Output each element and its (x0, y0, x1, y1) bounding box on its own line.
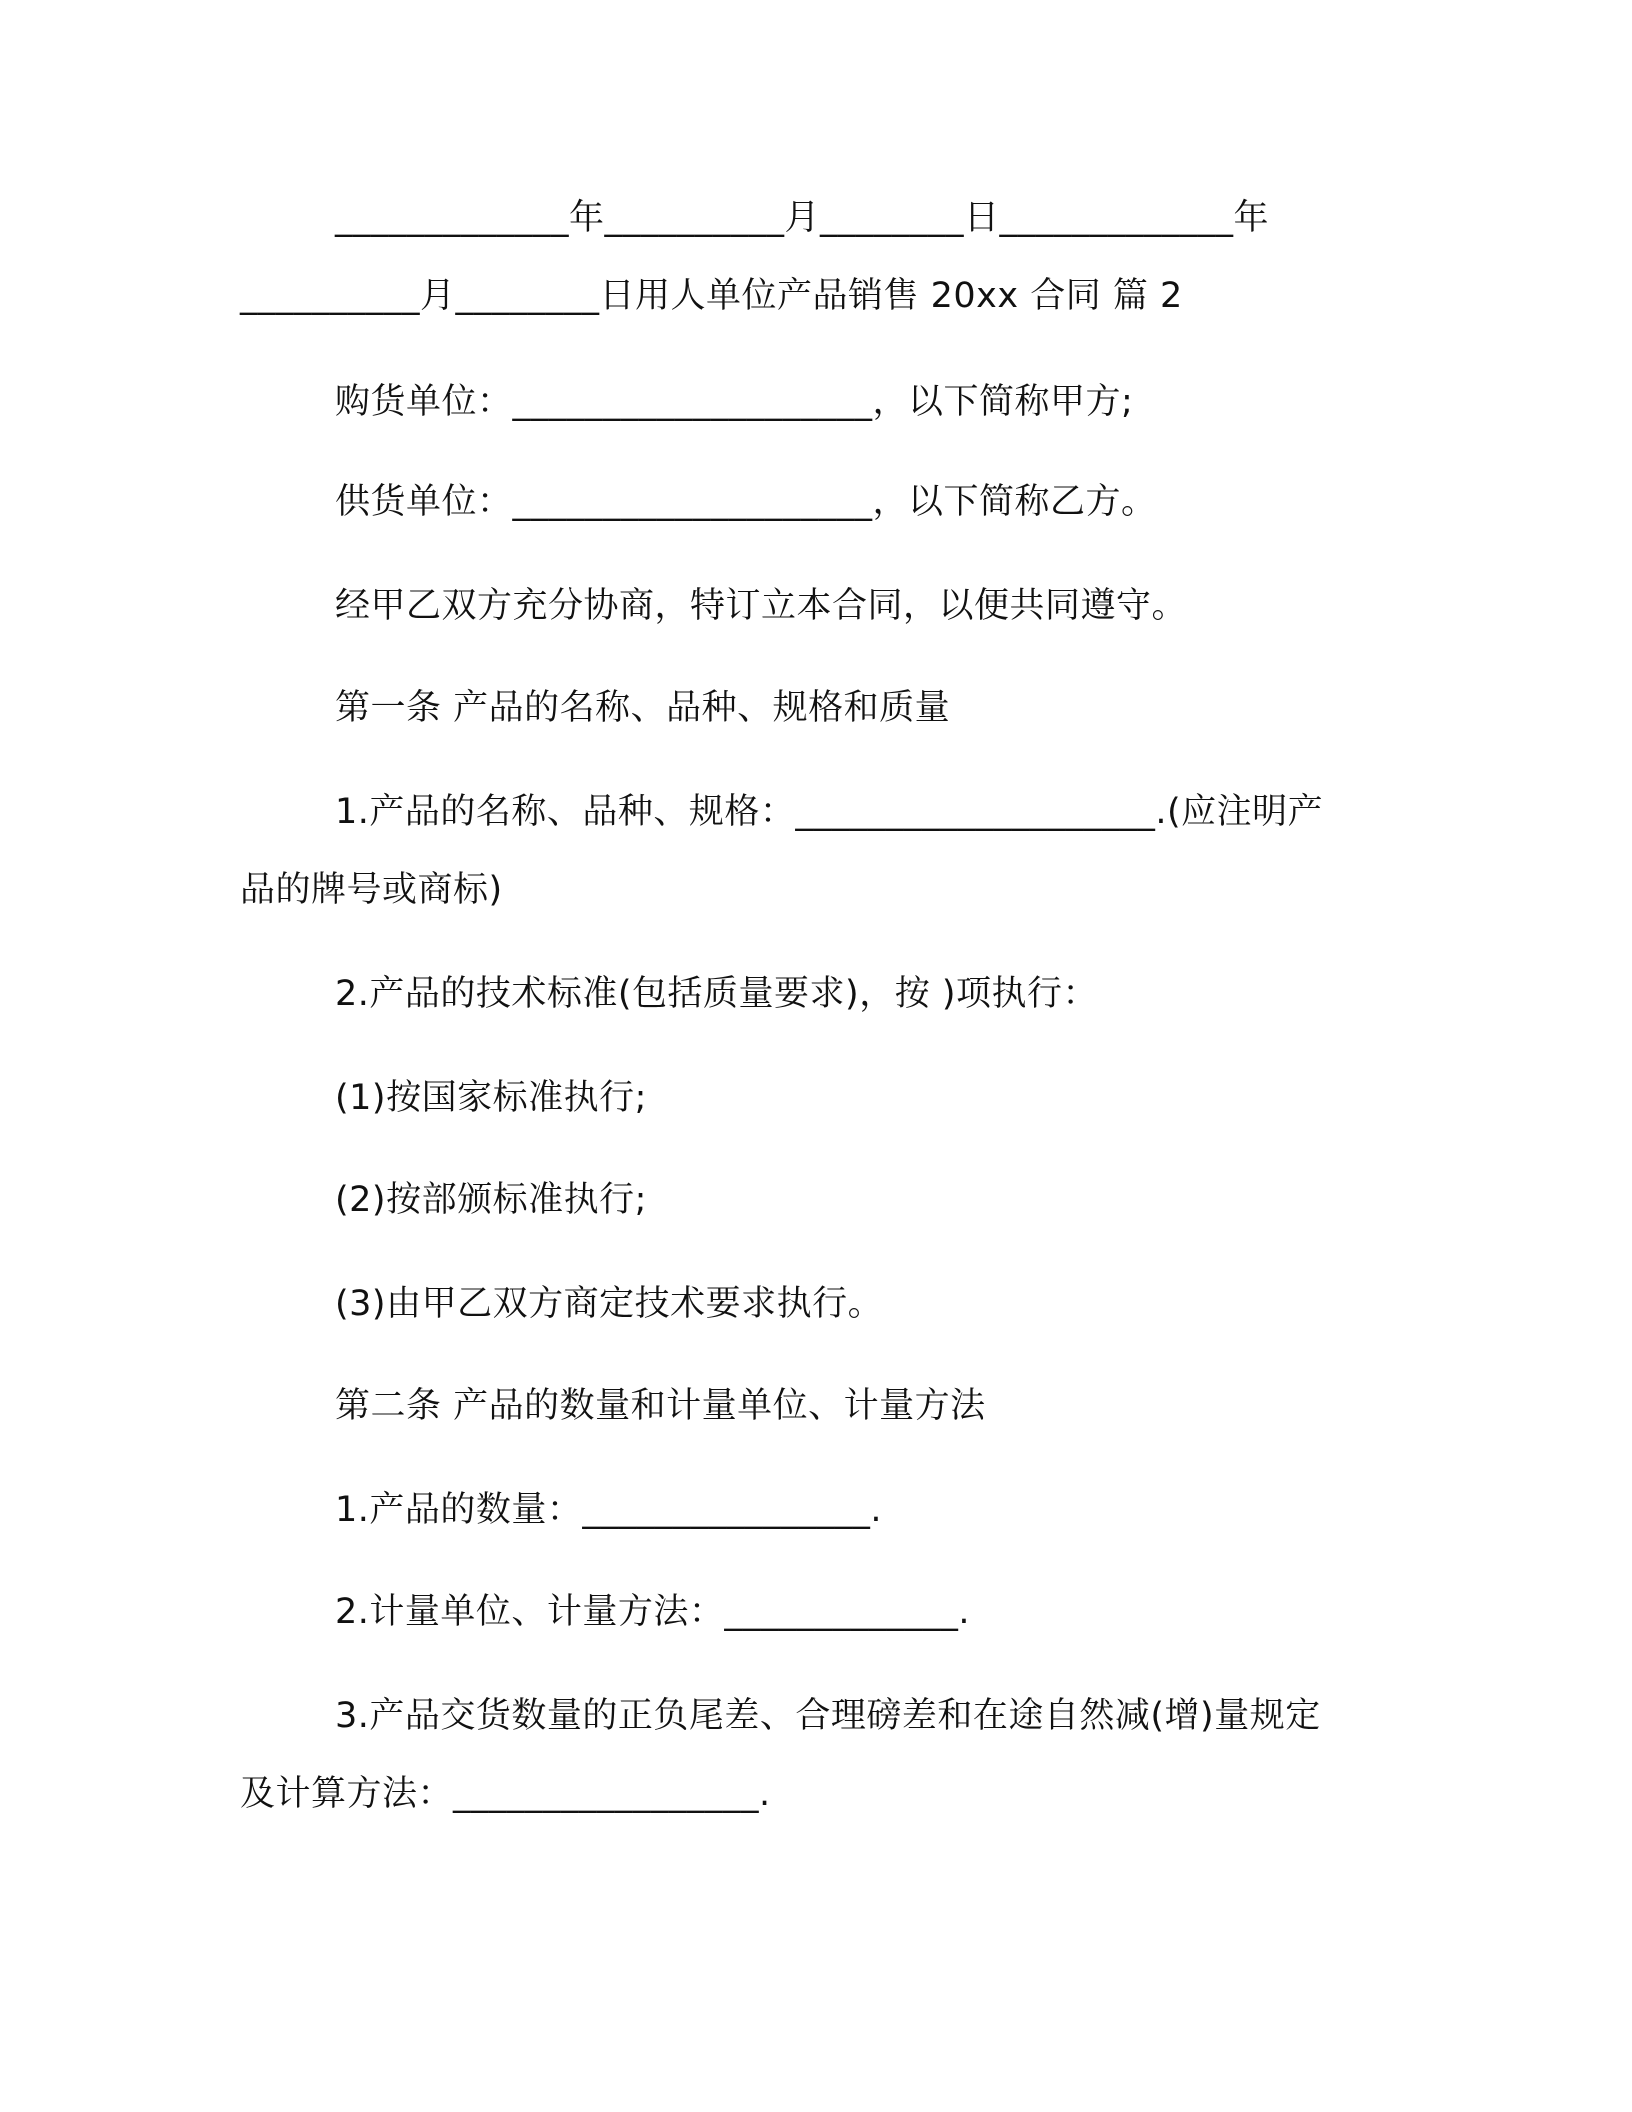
article-2-item-1: 1.产品的数量：________________. (335, 1490, 883, 1530)
buyer-line: 购货单位：____________________，以下简称甲方; (335, 382, 1134, 422)
standard-option-3: (3)由甲乙双方商定技术要求执行。 (335, 1284, 884, 1324)
article-2-item-2: 2.计量单位、计量方法：_____________. (335, 1592, 971, 1632)
date-line: _____________年__________月________日_____________年 (335, 198, 1270, 238)
standard-option-1: (1)按国家标准执行; (335, 1078, 647, 1118)
article-1-item-1: 1.产品的名称、品种、规格：____________________.(应注明产 (335, 792, 1324, 832)
article-1-item-1-cont: 品的牌号或商标) (240, 870, 503, 910)
article-2-item-3-cont: 及计算方法：_________________. (240, 1774, 771, 1814)
article-2-item-3: 3.产品交货数量的正负尾差、合理磅差和在途自然减(增)量规定 (335, 1696, 1321, 1736)
article-1-heading: 第一条 产品的名称、品种、规格和质量 (335, 688, 951, 728)
standard-option-2: (2)按部颁标准执行; (335, 1180, 647, 1220)
article-1-item-2: 2.产品的技术标准(包括质量要求)，按 )项执行： (335, 974, 1098, 1014)
article-2-heading: 第二条 产品的数量和计量单位、计量方法 (335, 1386, 986, 1426)
date-title-line: __________月________日用人单位产品销售 20xx 合同 篇 2 (240, 276, 1183, 316)
agreement-line: 经甲乙双方充分协商，特订立本合同，以便共同遵守。 (335, 586, 1188, 626)
supplier-line: 供货单位：____________________，以下简称乙方。 (335, 482, 1157, 522)
